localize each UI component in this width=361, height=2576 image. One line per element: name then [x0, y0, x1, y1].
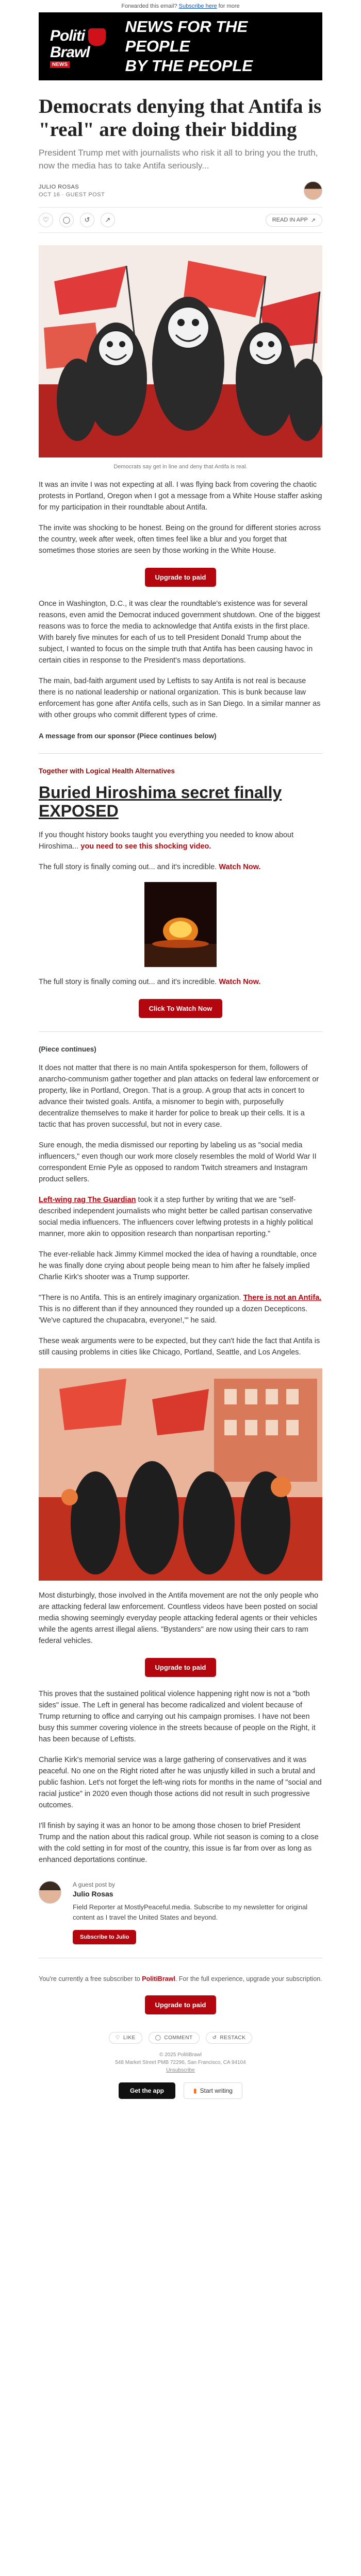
explosion-image[interactable] [144, 882, 217, 967]
paragraph-13: Charlie Kirk's memorial service was a large gathering of conservatives and it was peaceful. No one on the Right rioted after he was unjustly killed in such a brutal and public fashion. Let's not forget the left-wing riots for months in the name of "social and racial justice" in 2020 even though those actions did not result in such progressive outcomes. [39, 1756, 322, 1809]
divider-2 [39, 1031, 322, 1032]
upgrade-button[interactable]: Upgrade to paid [145, 568, 217, 587]
footer-upgrade-button[interactable]: Upgrade to paid [145, 1995, 217, 2014]
forward-notice [0, 0, 361, 12]
guest-post-card [39, 1881, 322, 1944]
paragraph-6: Sure enough, the media dismissed our reporting by labeling us as "social media influencers," even though our work more closely resembles the mold of World War II correspondent Ernie Pyle as opposed to random Twitch streamers and Instagram product sellers. [39, 1141, 317, 1183]
author-avatar[interactable] [304, 181, 322, 200]
quote-link[interactable]: There is not an Antifa. [243, 1294, 322, 1302]
restack-icon: ↺ [212, 2035, 217, 2041]
subscription-notice [39, 1974, 322, 1984]
upgrade-button-2[interactable]: Upgrade to paid [145, 1658, 217, 1677]
hero-caption: Democrats say get in line and deny that Antifa is real. [113, 464, 248, 470]
unsubscribe-link[interactable]: Unsubscribe [166, 2067, 195, 2073]
ad-paragraph-2 [39, 861, 322, 873]
tagline-line2: BY THE PEOPLE [125, 57, 253, 75]
legal-footer [39, 2051, 322, 2074]
forward-suffix: for more [217, 3, 240, 9]
paragraph-5: It does not matter that there is no main Antifa spokesperson for them, followers of anarcho-communism gather together and plan attacks on federal law enforcement or property, like in Portland, Oregon. That is a group. A group that acts in concert to advance their twisted goals. Antifa, a misnomer to begin with, purposefully decentralize themselves to make it harder for police to break up their cells. It is a tactic that has proven successful, but not in every case. [39, 1064, 319, 1129]
like-label: LIKE [123, 2035, 136, 2041]
restack-label: RESTACK [220, 2035, 246, 2041]
paragraph-8: The ever-reliable hack Jimmy Kimmel mocked the idea of having a roundtable, once he was finally done crying about people being mean to him after he falsely implied Charlie Kirk's shooter was a Trump supporter. [39, 1250, 317, 1281]
read-in-app-label: READ IN APP [272, 217, 308, 223]
hero-image[interactable] [39, 245, 322, 457]
comment-label: COMMENT [164, 2035, 193, 2041]
comment-icon: ◯ [155, 2035, 161, 2041]
ad-headline[interactable]: Buried Hiroshima secret finally EXPOSED [39, 783, 282, 820]
guest-avatar[interactable] [39, 1881, 61, 1904]
read-in-app-button[interactable] [266, 214, 322, 227]
guest-bio: Field Reporter at MostlyPeaceful.media. Subscribe to my newsletter for original content as I travel the United States and beyond. [73, 1903, 308, 1921]
restack-button[interactable] [206, 2032, 253, 2044]
comment-icon[interactable]: ◯ [59, 213, 74, 227]
sponsor-notice: A message from our sponsor (Piece continues below) [39, 732, 217, 740]
post-date: OCT 16 · GUEST POST [39, 191, 105, 198]
external-link-icon: ↗ [310, 217, 316, 224]
email-body [39, 12, 322, 2099]
paragraph-1: It was an invite I was not expecting at all. I was flying back from covering the chaotic protests in Portland, Oregon when I got a message from a White House staffer asking for my participation in their roundtable about Antifa. [39, 481, 322, 512]
action-bar [39, 207, 322, 233]
substack-icon: ▮ [193, 2087, 197, 2094]
share-icon[interactable]: ↗ [101, 213, 115, 227]
footer-actions [39, 2032, 322, 2044]
article-subtitle: President Trump met with journalists who risk it all to bring you the truth, now the media has to take Antifa seriously... [39, 148, 318, 171]
paragraph-7 [39, 1194, 322, 1240]
ad-p3-text: The full story is finally coming out... and it's incredible. [39, 978, 219, 986]
like-button[interactable] [109, 2032, 142, 2044]
subscribe-link[interactable]: Subscribe here [178, 3, 217, 9]
ad-p1-text: If you thought history books taught you everything you needed to know about Hiroshima... [39, 831, 294, 851]
logo-line2: Brawl [50, 44, 90, 61]
click-to-watch-button[interactable]: Click To Watch Now [139, 999, 223, 1018]
divider [39, 753, 322, 754]
riot-image[interactable] [39, 1368, 322, 1581]
app-row [39, 2082, 322, 2099]
banner-tagline [125, 17, 313, 76]
paragraph-3: Once in Washington, D.C., it was clear the roundtable's existence was for several reasons, even amid the Democrat induced government shutdown. One of the biggest reasons was to force the media to acknowledge that Antifa exists in the first place. With barely five minutes for each of us to tell President Donald Trump about the subject, I wanted to focus on the simple truth that Antifa has been causing havoc in certain cities in response to the President's mass deportations. [39, 600, 320, 665]
ad-p2-text: The full story is finally coming out... and it's incredible. [39, 863, 219, 871]
ad-paragraph-1 [39, 829, 322, 852]
forward-text: Forwarded this email? [121, 3, 177, 9]
paragraph-9 [39, 1292, 322, 1326]
guardian-link[interactable]: Left-wing rag The Guardian [39, 1196, 136, 1204]
quote-rest: This is no different than if they announced they rounded up a dozen Decepticons. 'We've captured the chupacabra, everyone!,'" he said. [39, 1305, 308, 1325]
logo-news-tag: NEWS [50, 61, 70, 68]
restack-icon[interactable]: ↺ [80, 213, 94, 227]
ad-video-link[interactable]: you need to see this shocking video. [80, 842, 211, 851]
paragraph-12: This proves that the sustained political violence happening right now is not a "both sides" issue. The Left in general has become radicalized and violent because of Trump returning to office and carrying out his campaign promises. I have not been busy this summer covering violence in the streets because of people on the Right, it has been because of Leftists. [39, 1690, 316, 1743]
address: 548 Market Street PMB 72296, San Francisco, CA 94104 [115, 2060, 246, 2065]
paragraph-4: The main, bad-faith argument used by Leftists to say Antifa is not real is because there is no national leadership or national organization. This is bunk because law enforcement has gone after Antifa cells, such as in San Diego. In a similar manner as with other groups who commit different types of crime. [39, 677, 321, 719]
paragraph-11: Most disturbingly, those involved in the Antifa movement are not the only people who are attacking federal law enforcement. Countless videos have been posted on social media showing seemingly everyday people attacking federal agents or their vehicles while the agents arrest illegal aliens. "Bystanders" are now using their cars to ram federal vehicles. [39, 1591, 319, 1645]
watch-now-link-2[interactable]: Watch Now. [219, 978, 261, 986]
get-app-button[interactable]: Get the app [119, 2082, 175, 2099]
article-title[interactable]: Democrats denying that Antifa is "real" are doing their bidding [39, 95, 322, 141]
tagline-line1: NEWS FOR THE PEOPLE [125, 18, 248, 55]
ad-paragraph-3 [39, 976, 322, 988]
guest-label: A guest post by [73, 1881, 116, 1888]
fist-icon [88, 28, 106, 46]
author-name[interactable]: JULIO ROSAS [39, 183, 79, 190]
paragraph-10: These weak arguments were to be expected, but they can't hide the fact that Antifa is still causing problems in cities like Chicago, Portland, Seattle, and Los Angeles. [39, 1337, 320, 1357]
quote-text: "There is no Antifa. This is an entirely imaginary organization. [39, 1294, 243, 1302]
header-banner[interactable] [39, 12, 322, 80]
politibrawl-logo [48, 23, 108, 70]
copyright: © 2025 PolitiBrawl [159, 2052, 202, 2058]
hero-figure [39, 245, 322, 470]
brand-link[interactable]: PolitiBrawl [142, 1975, 175, 1982]
start-writing-label: Start writing [200, 2087, 233, 2094]
comment-button[interactable] [149, 2032, 200, 2044]
guest-name[interactable]: Julio Rosas [73, 1890, 113, 1898]
paragraph-14: I'll finish by saying it was an honor to be among those chosen to brief President Trump and the nation about this radical group. While riot season is coming to a close with the cold setting in for most of the country, this issue is far from over as long as enhanced deportations continue. [39, 1822, 319, 1864]
byline [39, 181, 322, 200]
sponsor-label: Together with Logical Health Alternatives [39, 767, 175, 775]
paragraph-2: The invite was shocking to be honest. Being on the ground for different stories across the country, week after week, often times feel like a blur and you forget that sometimes those stories are seen by those working in the White House. [39, 524, 321, 555]
paragraph-7-text: took it a step further by writing that we are "self-described independent journalists who might better be called partisan conservative social media influencers. The influencers cover leftwing protests in a highly political manner, more akin to opposition research than nonpartisan reporting." [39, 1196, 313, 1238]
sub-text-post: . For the full experience, upgrade your subscription. [175, 1975, 322, 1982]
heart-icon: ♡ [115, 2035, 120, 2041]
subscribe-to-julio-button[interactable]: Subscribe to Julio [73, 1930, 136, 1944]
watch-now-link[interactable]: Watch Now. [219, 863, 261, 871]
start-writing-button[interactable] [184, 2082, 242, 2099]
heart-icon[interactable]: ♡ [39, 213, 53, 227]
piece-continues: (Piece continues) [39, 1045, 96, 1053]
sub-text-pre: You're currently a free subscriber to [39, 1975, 142, 1982]
logo-line1: Politi [50, 27, 85, 44]
